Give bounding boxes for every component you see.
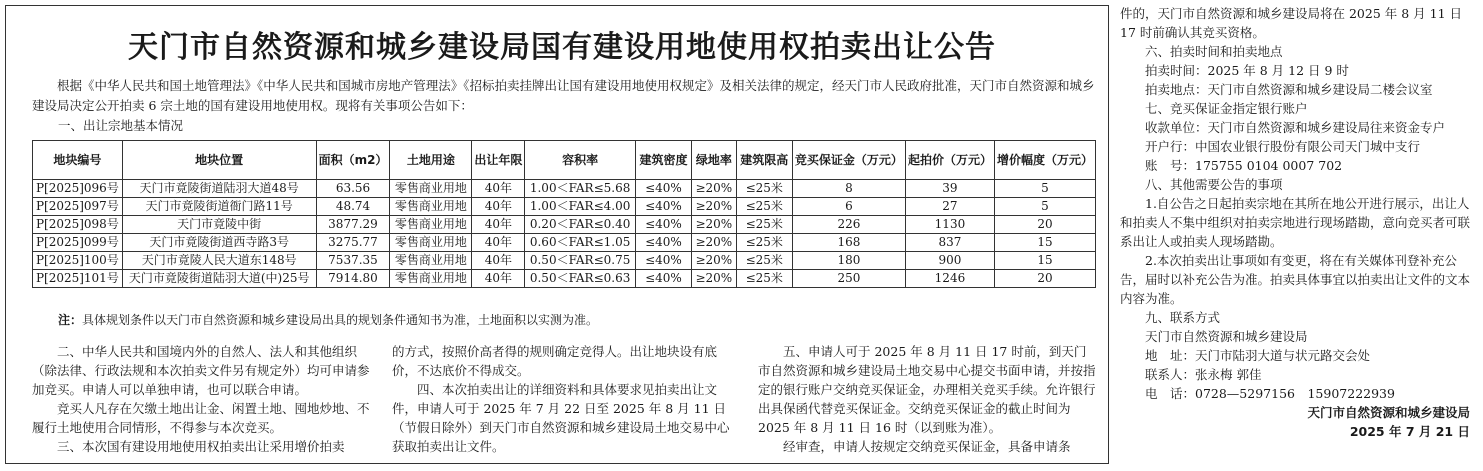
auction-time: 拍卖时间：2025 年 8 月 12 日 9 时 bbox=[1145, 63, 1349, 78]
header-cell: 竞买保证金（万元） bbox=[792, 141, 905, 180]
item-2: 2.本次拍卖出让事项如有变更，将在有关媒体刊登补充公告，届时以补充公告为准。拍卖具体事宜以拍卖出让文件的文本内容为准。 bbox=[1120, 253, 1471, 306]
table-cell: ≥20% bbox=[692, 216, 736, 234]
table-cell: ≤40% bbox=[635, 198, 691, 216]
table-cell: 0.50＜FAR≤0.63 bbox=[525, 270, 635, 288]
header-cell: 地块位置 bbox=[122, 141, 316, 180]
table-cell: 40年 bbox=[472, 270, 525, 288]
table-cell: 0.60＜FAR≤1.05 bbox=[525, 234, 635, 252]
note-text: 具体规划条件以天门市自然资源和城乡建设局出具的规划条件通知书为准，土地面积以实测为准。 bbox=[82, 313, 599, 327]
intro-text: 根据《中华人民共和国土地管理法》《中华人民共和国城市房地产管理法》《招标拍卖挂牌出让国有建设用地使用权规定》及相关法律的规定，经天门市人民政府批准，天门市自然资源和城乡建设局决定公开拍卖 6 宗土地的国有建设用地使用权。现将有关事项公告如下： bbox=[32, 78, 1095, 113]
header-cell: 土地用途 bbox=[390, 141, 472, 180]
table-row bbox=[33, 180, 1096, 198]
text-column-1 bbox=[32, 342, 377, 456]
table-cell: 6 bbox=[792, 198, 905, 216]
table-cell: ≥20% bbox=[692, 252, 736, 270]
account-number: 账 号：175755 0104 0007 702 bbox=[1145, 158, 1343, 173]
table-cell: ≤25米 bbox=[736, 216, 792, 234]
header-cell: 起拍价（万元） bbox=[905, 141, 994, 180]
note-label: 注： bbox=[58, 313, 83, 327]
table-cell: P[2025]099号 bbox=[33, 234, 123, 252]
paragraph: 竞买人凡存在欠缴土地出让金、闲置土地、囤地炒地、不履行土地使用合同情形，不得参与本次竞买。 bbox=[32, 401, 370, 435]
paragraph: 二、中华人民共和国境内外的自然人、法人和其他组织（除法律、行政法规和本次拍卖文件另有规定外）均可申请参加竞买。申请人可以单独申请，也可以联合申请。 bbox=[32, 344, 370, 397]
table-cell: 0.20＜FAR≤0.40 bbox=[525, 216, 635, 234]
text-column-2 bbox=[392, 342, 737, 456]
table-cell: 天门市竟陵街道西寺路3号 bbox=[122, 234, 316, 252]
table-cell: 837 bbox=[905, 234, 994, 252]
table-cell: 27 bbox=[905, 198, 994, 216]
table-cell: 3877.29 bbox=[316, 216, 390, 234]
land-parcel-table bbox=[32, 140, 1096, 288]
table-cell: 零售商业用地 bbox=[390, 252, 472, 270]
table-cell: 零售商业用地 bbox=[390, 180, 472, 198]
table-cell: 48.74 bbox=[316, 198, 390, 216]
table-cell: 零售商业用地 bbox=[390, 216, 472, 234]
contact-phone: 电 话：0728—5297156 15907222939 bbox=[1145, 386, 1395, 401]
paragraph: 的方式，按照价高者得的规则确定竞得人。出让地块设有底价，不达底价不得成交。 bbox=[392, 344, 718, 378]
table-cell: 40年 bbox=[472, 180, 525, 198]
table-cell: ≤25米 bbox=[736, 270, 792, 288]
table-row bbox=[33, 216, 1096, 234]
table-cell: 1.00＜FAR≤5.68 bbox=[525, 180, 635, 198]
table-cell: 零售商业用地 bbox=[390, 234, 472, 252]
paragraph: 三、本次国有建设用地使用权拍卖出让采用增价拍卖 bbox=[57, 439, 345, 454]
signature-org: 天门市自然资源和城乡建设局 bbox=[1307, 405, 1470, 420]
table-cell: 40年 bbox=[472, 252, 525, 270]
header-cell: 绿地率 bbox=[692, 141, 736, 180]
table-row bbox=[33, 198, 1096, 216]
table-cell: 1246 bbox=[905, 270, 994, 288]
section-heading-8: 八、其他需要公告的事项 bbox=[1145, 177, 1283, 192]
section-heading-6: 六、拍卖时间和拍卖地点 bbox=[1145, 44, 1283, 59]
table-cell: P[2025]101号 bbox=[33, 270, 123, 288]
table-cell: ≥20% bbox=[692, 198, 736, 216]
header-cell: 建筑密度 bbox=[635, 141, 691, 180]
table-cell: 226 bbox=[792, 216, 905, 234]
table-cell: 250 bbox=[792, 270, 905, 288]
table-cell: ≤40% bbox=[635, 234, 691, 252]
table-note bbox=[58, 311, 598, 328]
paragraph: 五、申请人可于 2025 年 8 月 11 日 17 时前，到天门市自然资源和城乡建设局土地交易中心提交书面申请，并按指定的银行账户交纳竞买保证金，办理相关竞买手续。允许银行出具保函代替竞买保证金。交纳竞买保证金的截止时间为 2025 年 8 月 11 日 16 时（以到账为准）。 bbox=[758, 344, 1096, 435]
contact-address: 地 址：天门市陆羽大道与状元路交会处 bbox=[1145, 348, 1371, 363]
intro-paragraph bbox=[32, 76, 1100, 116]
header-cell: 地块编号 bbox=[33, 141, 123, 180]
header-cell: 建筑限高 bbox=[736, 141, 792, 180]
table-cell: ≤40% bbox=[635, 270, 691, 288]
page-title: 天门市自然资源和城乡建设局国有建设用地使用权拍卖出让公告 bbox=[128, 30, 996, 65]
table-cell: 天门市竟陵中街 bbox=[122, 216, 316, 234]
table-cell: 15 bbox=[994, 252, 1095, 270]
text-column-4 bbox=[1120, 4, 1470, 441]
table-cell: ≤25米 bbox=[736, 180, 792, 198]
table-cell: 39 bbox=[905, 180, 994, 198]
table-cell: 天门市竟陵街道陆羽大道(中)25号 bbox=[122, 270, 316, 288]
payee: 收款单位：天门市自然资源和城乡建设局往来资金专户 bbox=[1145, 120, 1446, 135]
table-cell: 7537.35 bbox=[316, 252, 390, 270]
table-cell: ≤40% bbox=[635, 252, 691, 270]
table-cell: ≤25米 bbox=[736, 234, 792, 252]
item-1: 1.自公告之日起拍卖宗地在其所在地公开进行展示，出让人和拍卖人不集中组织对拍卖宗地进行现场踏勘，意向竞买者可联系出让人或拍卖人现场踏勘。 bbox=[1120, 196, 1471, 249]
contact-org: 天门市自然资源和城乡建设局 bbox=[1145, 329, 1308, 344]
table-cell: P[2025]100号 bbox=[33, 252, 123, 270]
header-cell: 出让年限 bbox=[472, 141, 525, 180]
paragraph: 四、本次拍卖出让的详细资料和具体要求见拍卖出让文件，申请人可于 2025 年 7 月 22 日至 2025 年 8 月 11 日（节假日除外）到天门市自然资源和城乡建设局土地交易中心获取拍卖出让文件。 bbox=[392, 382, 730, 454]
table-cell: 20 bbox=[994, 270, 1095, 288]
contact-person: 联系人：张永梅 郭佳 bbox=[1145, 367, 1262, 382]
table-cell: 15 bbox=[994, 234, 1095, 252]
table-cell: ≤25米 bbox=[736, 252, 792, 270]
table-row bbox=[33, 252, 1096, 270]
table-cell: 零售商业用地 bbox=[390, 270, 472, 288]
text-column-3 bbox=[758, 342, 1096, 456]
section-heading-7: 七、竞买保证金指定银行账户 bbox=[1145, 101, 1308, 116]
table-cell: P[2025]096号 bbox=[33, 180, 123, 198]
table-cell: 5 bbox=[994, 180, 1095, 198]
table-cell: 900 bbox=[905, 252, 994, 270]
table-cell: P[2025]098号 bbox=[33, 216, 123, 234]
table-row bbox=[33, 234, 1096, 252]
table-cell: 180 bbox=[792, 252, 905, 270]
paragraph: 件的，天门市自然资源和城乡建设局将在 2025 年 8 月 11 日 17 时前确认其竞买资格。 bbox=[1120, 6, 1463, 40]
table-cell: 0.50＜FAR≤0.75 bbox=[525, 252, 635, 270]
table-cell: 20 bbox=[994, 216, 1095, 234]
table-cell: ≤40% bbox=[635, 216, 691, 234]
table-cell: ≤40% bbox=[635, 180, 691, 198]
table-cell: 1.00＜FAR≤4.00 bbox=[525, 198, 635, 216]
table-cell: 零售商业用地 bbox=[390, 198, 472, 216]
header-cell bbox=[316, 141, 390, 180]
bank: 开户行：中国农业银行股份有限公司天门城中支行 bbox=[1145, 139, 1421, 154]
table-cell: 7914.80 bbox=[316, 270, 390, 288]
table-cell: 8 bbox=[792, 180, 905, 198]
table-cell: 3275.77 bbox=[316, 234, 390, 252]
table-cell: P[2025]097号 bbox=[33, 198, 123, 216]
section-heading-9: 九、联系方式 bbox=[1145, 310, 1221, 325]
section-heading-1: 一、出让宗地基本情况 bbox=[58, 118, 184, 133]
paragraph: 经审查，申请人按规定交纳竞买保证金，具备申请条 bbox=[783, 439, 1071, 454]
table-cell: ≥20% bbox=[692, 180, 736, 198]
table-row bbox=[33, 270, 1096, 288]
table-cell: ≥20% bbox=[692, 234, 736, 252]
table-cell: 63.56 bbox=[316, 180, 390, 198]
table-cell: 40年 bbox=[472, 216, 525, 234]
header-cell: 增价幅度（万元） bbox=[994, 141, 1095, 180]
auction-place: 拍卖地点：天门市自然资源和城乡建设局二楼会议室 bbox=[1145, 82, 1433, 97]
table-cell: ≥20% bbox=[692, 270, 736, 288]
table-cell: 40年 bbox=[472, 234, 525, 252]
table-cell: ≤25米 bbox=[736, 198, 792, 216]
table-header-row bbox=[33, 141, 1096, 180]
table-cell: 天门市竟陵街道陆羽大道48号 bbox=[122, 180, 316, 198]
header-cell: 容积率 bbox=[525, 141, 635, 180]
table-cell: 40年 bbox=[472, 198, 525, 216]
table-cell: 天门市竟陵人民大道东148号 bbox=[122, 252, 316, 270]
table-cell: 1130 bbox=[905, 216, 994, 234]
table-cell: 168 bbox=[792, 234, 905, 252]
table-cell: 天门市竟陵街道衙门路11号 bbox=[122, 198, 316, 216]
signature-date: 2025 年 7 月 21 日 bbox=[1349, 424, 1470, 439]
table-cell: 5 bbox=[994, 198, 1095, 216]
header-area: 面积（m2） bbox=[318, 153, 388, 167]
